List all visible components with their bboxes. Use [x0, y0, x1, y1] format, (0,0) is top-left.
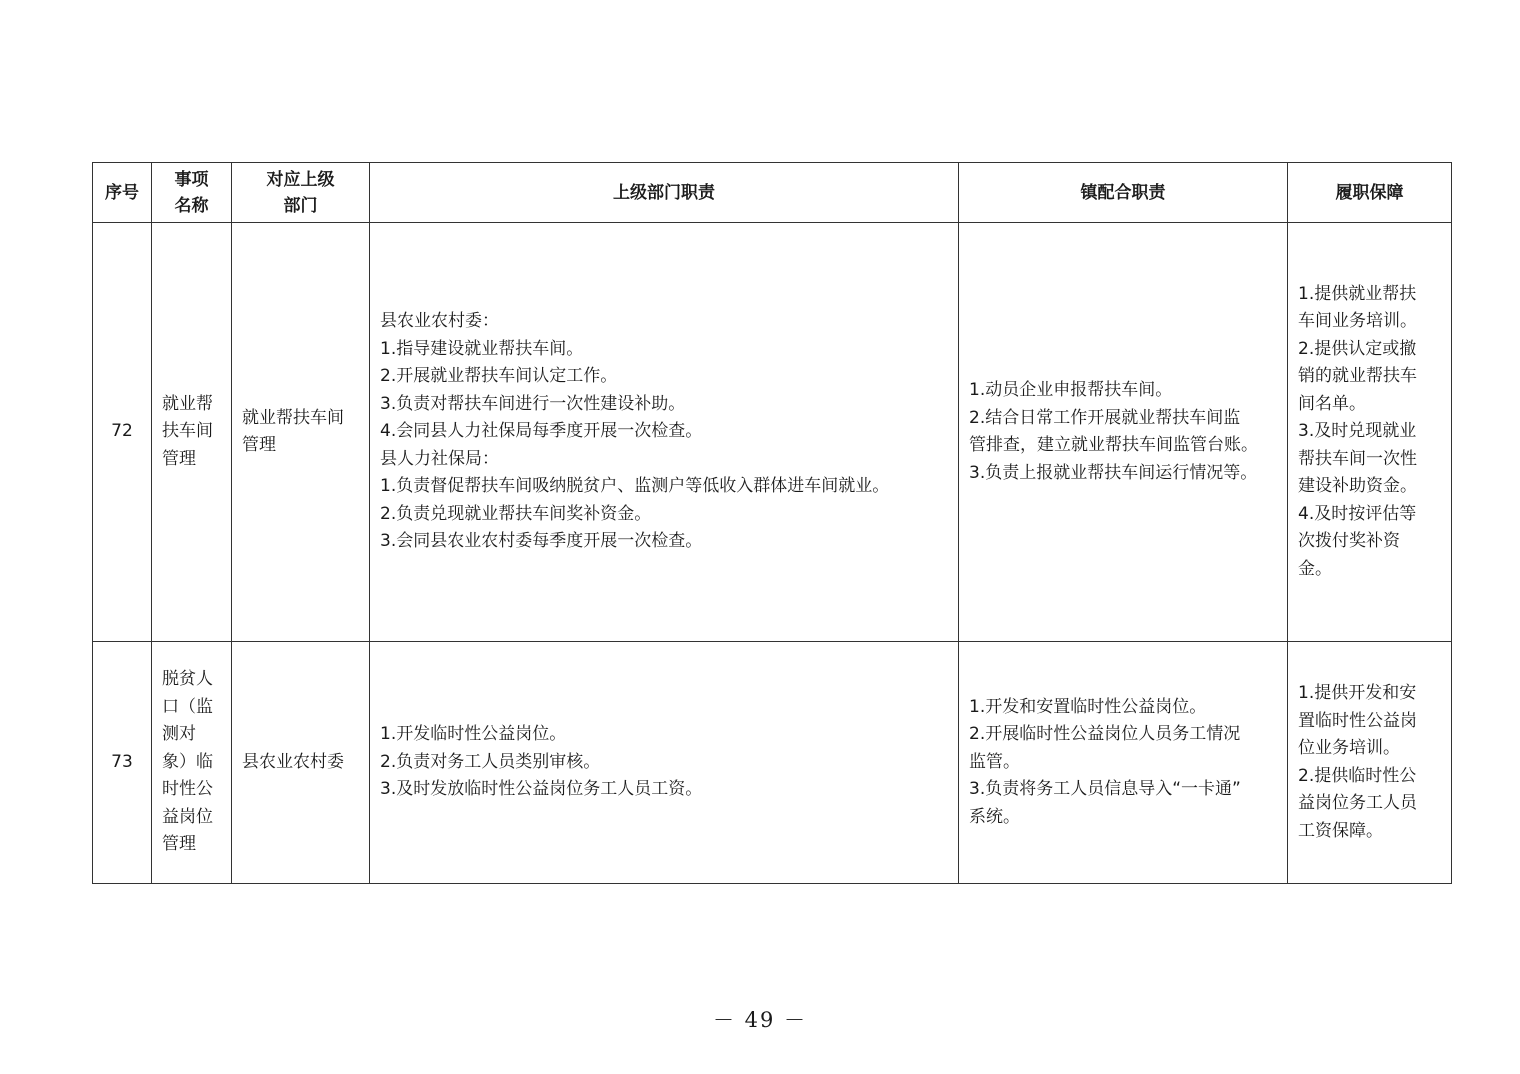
duty-table [92, 162, 1452, 884]
cell-superior-duties: 1.开发临时性公益岗位。 2.负责对务工人员类别审核。 3.及时发放临时性公益岗位务工人员工资。 [370, 642, 959, 884]
cell-item-name: 就业帮 扶车间 管理 [152, 223, 232, 642]
table-row [93, 642, 1452, 884]
cell-guarantee: 1.提供就业帮扶 车间业务培训。 2.提供认定或撤 销的就业帮扶车 间名单。 3.及时兑现就业 帮扶车间一次性 建设补助资金。 4.及时按评估等 次拨付奖补资 金。 [1288, 223, 1452, 642]
cell-town-duties: 1.开发和安置临时性公益岗位。 2.开展临时性公益岗位人员务工情况 监管。 3.负责将务工人员信息导入“一卡通” 系统。 [959, 642, 1288, 884]
header-guarantee: 履职保障 [1288, 163, 1452, 223]
cell-seq: 73 [93, 642, 152, 884]
table-row [93, 223, 1452, 642]
cell-superior-dept: 县农业农村委 [232, 642, 370, 884]
header-item-name: 事项 名称 [152, 163, 232, 223]
header-superior-dept: 对应上级 部门 [232, 163, 370, 223]
header-superior-duties: 上级部门职责 [370, 163, 959, 223]
cell-town-duties: 1.动员企业申报帮扶车间。 2.结合日常工作开展就业帮扶车间监 管排查，建立就业帮扶车间监管台账。 3.负责上报就业帮扶车间运行情况等。 [959, 223, 1288, 642]
cell-superior-dept: 就业帮扶车间 管理 [232, 223, 370, 642]
header-town-duties: 镇配合职责 [959, 163, 1288, 223]
cell-superior-duties: 县农业农村委： 1.指导建设就业帮扶车间。 2.开展就业帮扶车间认定工作。 3.负责对帮扶车间进行一次性建设补助。 4.会同县人力社保局每季度开展一次检查。 县人力社保局： 1.负责督促帮扶车间吸纳脱贫户、监测户等低收入群体进车间就业。 2.负责兑现就业帮扶车间奖补资金。 3.会同县农业农村委每季度开展一次检查。 [370, 223, 959, 642]
cell-guarantee: 1.提供开发和安 置临时性公益岗 位业务培训。 2.提供临时性公 益岗位务工人员 工资保障。 [1288, 642, 1452, 884]
cell-seq: 72 [93, 223, 152, 642]
header-seq: 序号 [93, 163, 152, 223]
header-row [93, 163, 1452, 223]
cell-item-name: 脱贫人 口（监 测对 象）临 时性公 益岗位 管理 [152, 642, 232, 884]
page-number: － 49 － [712, 1008, 808, 1032]
